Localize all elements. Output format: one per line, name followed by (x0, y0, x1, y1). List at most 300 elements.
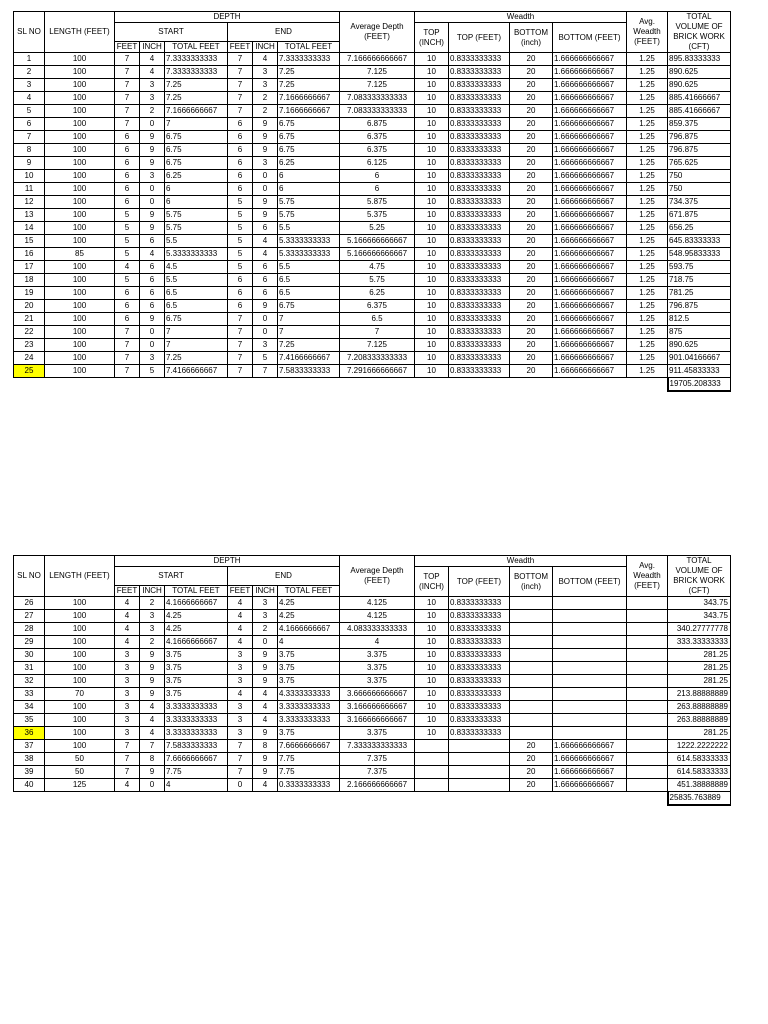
cell-top-feet: 0.8333333333 (449, 339, 510, 352)
cell-sl-no: 19 (14, 287, 45, 300)
cell-top-feet: 0.8333333333 (449, 170, 510, 183)
cell-top-inch: 10 (415, 714, 449, 727)
cell-sl-no: 37 (14, 740, 45, 753)
cell-top-feet: 0.8333333333 (449, 623, 510, 636)
col-start: START (115, 567, 228, 586)
empty-cell (140, 378, 165, 392)
cell-start-inch: 9 (140, 675, 165, 688)
cell-bottom-feet (553, 701, 627, 714)
cell-bottom-feet: 1.666666666667 (553, 274, 627, 287)
cell-sl-no: 40 (14, 779, 45, 792)
cell-end-feet: 7 (228, 66, 253, 79)
cell-end-inch: 0 (253, 170, 278, 183)
col-depth: DEPTH (115, 12, 340, 23)
empty-cell (115, 378, 140, 392)
cell-top-feet: 0.8333333333 (449, 610, 510, 623)
cell-end-feet: 7 (228, 339, 253, 352)
cell-length: 100 (45, 649, 115, 662)
cell-start-inch: 4 (140, 248, 165, 261)
cell-top-feet: 0.8333333333 (449, 274, 510, 287)
cell-sl-no: 26 (14, 597, 45, 610)
cell-end-inch: 9 (253, 300, 278, 313)
cell-bottom-inch: 20 (510, 766, 553, 779)
cell-bottom-feet: 1.666666666667 (553, 144, 627, 157)
cell-length: 50 (45, 766, 115, 779)
cell-bottom-inch: 20 (510, 183, 553, 196)
table-row (14, 597, 731, 610)
cell-avg-weadth: 1.25 (627, 196, 668, 209)
cell-bottom-feet: 1.666666666667 (553, 118, 627, 131)
cell-top-feet: 0.8333333333 (449, 287, 510, 300)
cell-length: 100 (45, 235, 115, 248)
cell-top-inch: 10 (415, 649, 449, 662)
cell-sl-no: 35 (14, 714, 45, 727)
cell-top-inch: 10 (415, 701, 449, 714)
cell-start-total-feet: 6 (165, 183, 228, 196)
cell-start-total-feet: 5.5 (165, 235, 228, 248)
cell-total-volume: 645.83333333 (668, 235, 731, 248)
empty-cell (449, 792, 510, 806)
cell-end-inch: 7 (253, 365, 278, 378)
cell-length: 100 (45, 365, 115, 378)
cell-end-total-feet: 7.75 (278, 766, 340, 779)
cell-start-inch: 9 (140, 313, 165, 326)
cell-avg-weadth (627, 727, 668, 740)
cell-top-feet: 0.8333333333 (449, 235, 510, 248)
table-row (14, 209, 731, 222)
table-row (14, 105, 731, 118)
cell-start-total-feet: 3.75 (165, 675, 228, 688)
table-row (14, 339, 731, 352)
cell-end-feet: 7 (228, 313, 253, 326)
empty-cell (45, 792, 115, 806)
cell-start-feet: 6 (115, 300, 140, 313)
cell-start-feet: 5 (115, 235, 140, 248)
cell-end-total-feet: 3.3333333333 (278, 701, 340, 714)
col-sl-no: SL NO (14, 12, 45, 53)
cell-end-feet: 7 (228, 326, 253, 339)
table-row (14, 261, 731, 274)
cell-end-feet: 7 (228, 79, 253, 92)
cell-length: 100 (45, 261, 115, 274)
cell-bottom-inch: 20 (510, 209, 553, 222)
cell-total-volume: 548.95833333 (668, 248, 731, 261)
cell-start-feet: 6 (115, 287, 140, 300)
table-row (14, 662, 731, 675)
cell-end-feet: 5 (228, 196, 253, 209)
cell-top-feet: 0.8333333333 (449, 352, 510, 365)
cell-end-feet: 6 (228, 287, 253, 300)
table-row (14, 287, 731, 300)
cell-start-feet: 6 (115, 157, 140, 170)
cell-avg-weadth: 1.25 (627, 352, 668, 365)
cell-sl-no: 27 (14, 610, 45, 623)
cell-average-depth: 3.666666666667 (340, 688, 415, 701)
cell-top-feet: 0.8333333333 (449, 365, 510, 378)
cell-end-total-feet: 3.75 (278, 727, 340, 740)
cell-avg-weadth (627, 766, 668, 779)
col-avg-weadth: Avg. Weadth (FEET) (627, 556, 668, 597)
cell-start-feet: 3 (115, 649, 140, 662)
cell-end-inch: 4 (253, 779, 278, 792)
cell-total-volume: 890.625 (668, 79, 731, 92)
cell-bottom-inch: 20 (510, 740, 553, 753)
col-bottom-inch: BOTTOM (inch) (510, 23, 553, 53)
empty-cell (553, 792, 627, 806)
cell-average-depth: 6.875 (340, 118, 415, 131)
cell-total-volume: 718.75 (668, 274, 731, 287)
grand-total-row (14, 792, 731, 806)
cell-bottom-inch: 20 (510, 248, 553, 261)
cell-average-depth: 7.375 (340, 766, 415, 779)
cell-end-feet: 6 (228, 274, 253, 287)
cell-end-total-feet: 7.1666666667 (278, 92, 340, 105)
cell-average-depth: 3.375 (340, 662, 415, 675)
cell-end-feet: 3 (228, 701, 253, 714)
cell-start-inch: 3 (140, 92, 165, 105)
cell-total-volume: 614.58333333 (668, 753, 731, 766)
table-row (14, 326, 731, 339)
col-total-volume: TOTAL VOLUME OF BRICK WORK (CFT) (668, 12, 731, 53)
table-row (14, 701, 731, 714)
cell-start-total-feet: 3.3333333333 (165, 727, 228, 740)
cell-start-inch: 0 (140, 183, 165, 196)
cell-end-feet: 3 (228, 662, 253, 675)
cell-average-depth: 6.375 (340, 131, 415, 144)
cell-average-depth: 6 (340, 170, 415, 183)
cell-top-feet: 0.8333333333 (449, 636, 510, 649)
cell-end-inch: 2 (253, 623, 278, 636)
cell-end-feet: 5 (228, 235, 253, 248)
brick-work-table-2 (13, 555, 731, 806)
cell-top-inch: 10 (415, 144, 449, 157)
cell-start-total-feet: 7.3333333333 (165, 66, 228, 79)
cell-total-volume: 213.88888889 (668, 688, 731, 701)
col-bottom-inch: BOTTOM (inch) (510, 567, 553, 597)
col-end: END (228, 567, 340, 586)
col-end-total-feet: TOTAL FEET (278, 42, 340, 53)
cell-avg-weadth: 1.25 (627, 235, 668, 248)
cell-sl-no: 23 (14, 339, 45, 352)
cell-total-volume: 343.75 (668, 597, 731, 610)
cell-start-feet: 7 (115, 339, 140, 352)
cell-end-total-feet: 7.75 (278, 753, 340, 766)
cell-bottom-feet: 1.666666666667 (553, 131, 627, 144)
table-row (14, 235, 731, 248)
cell-end-feet: 7 (228, 105, 253, 118)
cell-start-inch: 4 (140, 727, 165, 740)
cell-start-total-feet: 3.3333333333 (165, 701, 228, 714)
cell-average-depth: 7.333333333333 (340, 740, 415, 753)
cell-avg-weadth: 1.25 (627, 248, 668, 261)
cell-start-feet: 5 (115, 209, 140, 222)
cell-end-feet: 4 (228, 636, 253, 649)
cell-start-total-feet: 7.6666666667 (165, 753, 228, 766)
cell-end-inch: 4 (253, 53, 278, 66)
cell-end-feet: 0 (228, 779, 253, 792)
cell-start-feet: 6 (115, 196, 140, 209)
cell-total-volume: 281.25 (668, 675, 731, 688)
cell-sl-no: 14 (14, 222, 45, 235)
cell-length: 100 (45, 66, 115, 79)
cell-start-feet: 7 (115, 740, 140, 753)
cell-average-depth: 4.75 (340, 261, 415, 274)
cell-top-feet: 0.8333333333 (449, 144, 510, 157)
cell-start-feet: 4 (115, 597, 140, 610)
cell-start-inch: 6 (140, 274, 165, 287)
cell-end-inch: 4 (253, 235, 278, 248)
table-row (14, 753, 731, 766)
cell-end-total-feet: 3.3333333333 (278, 714, 340, 727)
table-row (14, 727, 731, 740)
cell-length: 100 (45, 300, 115, 313)
cell-start-total-feet: 5.75 (165, 222, 228, 235)
cell-start-total-feet: 7.5833333333 (165, 740, 228, 753)
cell-top-inch: 10 (415, 157, 449, 170)
cell-sl-no: 16 (14, 248, 45, 261)
cell-average-depth: 6 (340, 183, 415, 196)
cell-end-inch: 3 (253, 79, 278, 92)
cell-avg-weadth: 1.25 (627, 170, 668, 183)
cell-end-feet: 6 (228, 131, 253, 144)
table-row (14, 118, 731, 131)
cell-bottom-feet: 1.666666666667 (553, 66, 627, 79)
cell-start-total-feet: 3.3333333333 (165, 714, 228, 727)
cell-total-volume: 885.41666667 (668, 92, 731, 105)
cell-sl-no: 9 (14, 157, 45, 170)
cell-average-depth: 3.375 (340, 649, 415, 662)
cell-sl-no: 30 (14, 649, 45, 662)
cell-top-feet (449, 766, 510, 779)
cell-top-feet: 0.8333333333 (449, 79, 510, 92)
cell-avg-weadth (627, 610, 668, 623)
cell-bottom-feet: 1.666666666667 (553, 183, 627, 196)
cell-end-inch: 4 (253, 701, 278, 714)
cell-start-feet: 7 (115, 766, 140, 779)
table-row (14, 714, 731, 727)
cell-end-total-feet: 5.3333333333 (278, 235, 340, 248)
cell-total-volume: 281.25 (668, 727, 731, 740)
cell-start-inch: 9 (140, 144, 165, 157)
cell-end-inch: 6 (253, 261, 278, 274)
cell-avg-weadth (627, 675, 668, 688)
cell-top-inch: 10 (415, 261, 449, 274)
cell-top-feet: 0.8333333333 (449, 261, 510, 274)
cell-total-volume: 890.625 (668, 66, 731, 79)
col-start-feet: FEET (115, 42, 140, 53)
cell-end-total-feet: 7 (278, 326, 340, 339)
cell-total-volume: 263.88888889 (668, 701, 731, 714)
cell-start-total-feet: 6.5 (165, 300, 228, 313)
cell-bottom-inch: 20 (510, 92, 553, 105)
cell-total-volume: 890.625 (668, 339, 731, 352)
cell-top-feet: 0.8333333333 (449, 662, 510, 675)
cell-length: 100 (45, 352, 115, 365)
cell-end-feet: 4 (228, 688, 253, 701)
cell-length: 100 (45, 740, 115, 753)
cell-start-total-feet: 7.25 (165, 92, 228, 105)
cell-top-inch: 10 (415, 675, 449, 688)
cell-top-inch: 10 (415, 365, 449, 378)
cell-bottom-feet: 1.666666666667 (553, 209, 627, 222)
cell-total-volume: 796.875 (668, 300, 731, 313)
cell-avg-weadth (627, 636, 668, 649)
cell-end-total-feet: 7.25 (278, 66, 340, 79)
cell-average-depth: 3.375 (340, 727, 415, 740)
cell-start-inch: 3 (140, 623, 165, 636)
cell-top-inch (415, 779, 449, 792)
cell-end-total-feet: 6.75 (278, 300, 340, 313)
cell-bottom-inch: 20 (510, 118, 553, 131)
table-row (14, 649, 731, 662)
cell-start-total-feet: 7 (165, 339, 228, 352)
cell-bottom-feet: 1.666666666667 (553, 313, 627, 326)
cell-top-feet: 0.8333333333 (449, 53, 510, 66)
cell-top-feet: 0.8333333333 (449, 183, 510, 196)
cell-start-total-feet: 4 (165, 779, 228, 792)
cell-start-total-feet: 4.5 (165, 261, 228, 274)
cell-end-inch: 6 (253, 287, 278, 300)
cell-average-depth: 7.125 (340, 66, 415, 79)
table-row (14, 740, 731, 753)
cell-bottom-feet (553, 727, 627, 740)
cell-average-depth: 7.083333333333 (340, 92, 415, 105)
cell-length: 100 (45, 170, 115, 183)
cell-avg-weadth: 1.25 (627, 183, 668, 196)
cell-avg-weadth (627, 714, 668, 727)
cell-end-inch: 4 (253, 714, 278, 727)
cell-top-inch: 10 (415, 287, 449, 300)
cell-start-total-feet: 7.25 (165, 79, 228, 92)
cell-start-inch: 3 (140, 79, 165, 92)
cell-top-inch: 10 (415, 313, 449, 326)
cell-start-inch: 9 (140, 131, 165, 144)
cell-start-feet: 3 (115, 727, 140, 740)
cell-sl-no: 7 (14, 131, 45, 144)
cell-bottom-feet (553, 636, 627, 649)
cell-top-feet (449, 753, 510, 766)
cell-end-total-feet: 7.6666666667 (278, 740, 340, 753)
cell-end-inch: 9 (253, 118, 278, 131)
cell-avg-weadth (627, 623, 668, 636)
table-row (14, 170, 731, 183)
cell-total-volume: 263.88888889 (668, 714, 731, 727)
cell-avg-weadth (627, 701, 668, 714)
cell-start-feet: 6 (115, 131, 140, 144)
col-start-total-feet: TOTAL FEET (165, 586, 228, 597)
cell-end-total-feet: 7.5833333333 (278, 365, 340, 378)
table-row (14, 300, 731, 313)
cell-length: 100 (45, 157, 115, 170)
cell-total-volume: 796.875 (668, 144, 731, 157)
cell-length: 100 (45, 623, 115, 636)
cell-end-inch: 9 (253, 753, 278, 766)
empty-cell (627, 792, 668, 806)
cell-start-total-feet: 7.1666666667 (165, 105, 228, 118)
cell-start-feet: 6 (115, 183, 140, 196)
cell-start-total-feet: 3.75 (165, 662, 228, 675)
cell-sl-no: 20 (14, 300, 45, 313)
table-row (14, 766, 731, 779)
cell-end-inch: 9 (253, 675, 278, 688)
cell-end-feet: 5 (228, 209, 253, 222)
table-row (14, 222, 731, 235)
cell-sl-no: 31 (14, 662, 45, 675)
cell-bottom-feet: 1.666666666667 (553, 222, 627, 235)
cell-start-inch: 3 (140, 610, 165, 623)
cell-bottom-inch (510, 727, 553, 740)
cell-start-total-feet: 4.25 (165, 610, 228, 623)
cell-length: 100 (45, 675, 115, 688)
cell-bottom-inch: 20 (510, 105, 553, 118)
cell-bottom-feet (553, 662, 627, 675)
cell-total-volume: 750 (668, 183, 731, 196)
cell-average-depth: 5.25 (340, 222, 415, 235)
cell-avg-weadth: 1.25 (627, 131, 668, 144)
table-row (14, 675, 731, 688)
cell-start-inch: 0 (140, 339, 165, 352)
empty-cell (510, 378, 553, 392)
cell-avg-weadth: 1.25 (627, 53, 668, 66)
cell-length: 100 (45, 597, 115, 610)
cell-bottom-inch (510, 597, 553, 610)
cell-avg-weadth: 1.25 (627, 209, 668, 222)
col-start: START (115, 23, 228, 42)
cell-length: 100 (45, 53, 115, 66)
cell-total-volume: 281.25 (668, 649, 731, 662)
cell-total-volume: 750 (668, 170, 731, 183)
cell-end-inch: 2 (253, 105, 278, 118)
table-row (14, 92, 731, 105)
cell-bottom-feet (553, 649, 627, 662)
col-sl-no: SL NO (14, 556, 45, 597)
cell-end-total-feet: 6.75 (278, 144, 340, 157)
cell-total-volume: 796.875 (668, 131, 731, 144)
cell-total-volume: 656.25 (668, 222, 731, 235)
cell-top-inch: 10 (415, 300, 449, 313)
empty-cell (165, 378, 228, 392)
cell-start-inch: 6 (140, 287, 165, 300)
cell-avg-weadth: 1.25 (627, 274, 668, 287)
cell-avg-weadth: 1.25 (627, 222, 668, 235)
cell-top-inch: 10 (415, 209, 449, 222)
cell-average-depth: 7 (340, 326, 415, 339)
cell-bottom-inch (510, 610, 553, 623)
cell-length: 85 (45, 248, 115, 261)
cell-top-inch: 10 (415, 597, 449, 610)
cell-start-total-feet: 4.1666666667 (165, 597, 228, 610)
cell-avg-weadth (627, 649, 668, 662)
cell-total-volume: 859.375 (668, 118, 731, 131)
cell-bottom-inch: 20 (510, 365, 553, 378)
cell-sl-no: 11 (14, 183, 45, 196)
cell-start-total-feet: 7.3333333333 (165, 53, 228, 66)
cell-top-inch (415, 766, 449, 779)
cell-avg-weadth: 1.25 (627, 313, 668, 326)
cell-average-depth: 4.083333333333 (340, 623, 415, 636)
cell-bottom-feet (553, 597, 627, 610)
cell-average-depth: 6.25 (340, 287, 415, 300)
cell-end-feet: 7 (228, 53, 253, 66)
cell-start-feet: 5 (115, 248, 140, 261)
cell-top-feet: 0.8333333333 (449, 157, 510, 170)
cell-bottom-feet: 1.666666666667 (553, 248, 627, 261)
cell-top-feet: 0.8333333333 (449, 66, 510, 79)
cell-sl-no: 29 (14, 636, 45, 649)
col-top-feet: TOP (FEET) (449, 23, 510, 53)
col-top-inch: TOP (INCH) (415, 567, 449, 597)
cell-end-inch: 3 (253, 610, 278, 623)
